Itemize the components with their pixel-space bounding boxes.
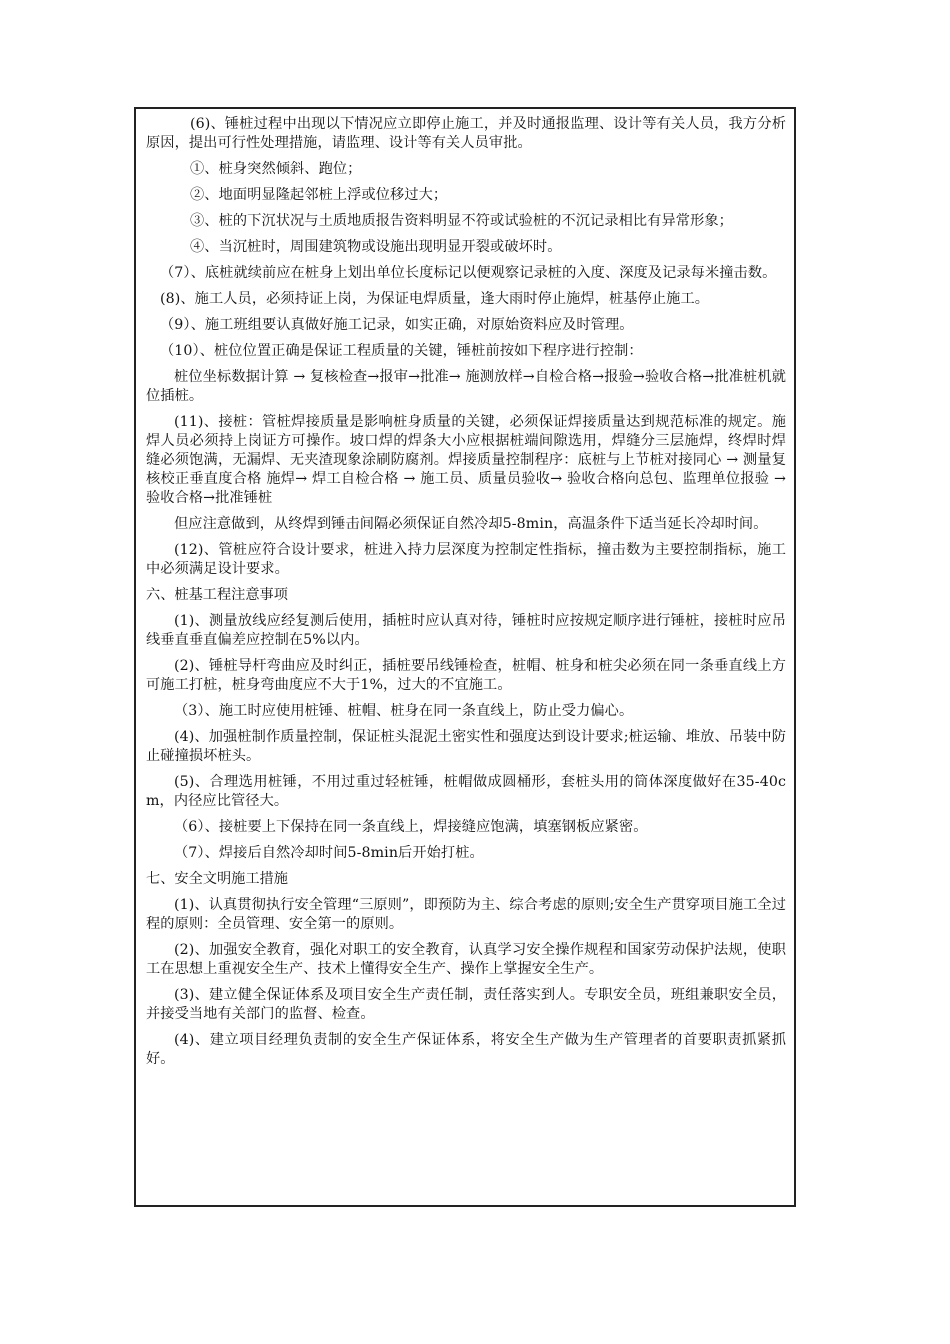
paragraph-10-position: （10）、桩位位置正确是保证工程质量的关键，锤桩前按如下程序进行控制： (160, 343, 643, 359)
paragraph-9-records: （9）、施工班组要认真做好施工记录，如实正确，对原始资料应及时管理。 (160, 317, 634, 333)
document-body (146, 115, 786, 1076)
note-2-guide: (2)、锤桩导杆弯曲应及时纠正，插桩要吊线锤检查，桩帽、桩身和桩尖必须在同一条垂直线上方可施工打桩，桩身弯曲度应不大于1%，过大的不宜施工。 (146, 658, 786, 693)
section-heading-7: 七、安全文明施工措施 (146, 871, 288, 887)
list-item-tilt: ①、桩身突然倾斜、跑位； (190, 161, 362, 177)
paragraph-cooling: 但应注意做到，从终焊到锤击间隔必须保证自然冷却5-8min，高温条件下适当延长冷却时间。 (174, 516, 768, 532)
note-3-alignment: （3）、施工时应使用桩锤、桩帽、桩身在同一条直线上，防止受力偏心。 (174, 703, 634, 719)
safety-4-manager: (4)、建立项目经理负责制的安全生产保证体系，将安全生产做为生产管理者的首要职责抓紧抓好。 (146, 1032, 786, 1067)
list-item-uplift: ②、地面明显隆起邻桩上浮或位移过大； (190, 187, 448, 203)
document-frame (134, 107, 796, 1207)
note-4-quality: (4)、加强桩制作质量控制，保证桩头混泥土密实性和强度达到设计要求;桩运输、堆放、吊装中防止碰撞损坏桩头。 (146, 729, 786, 764)
paragraph-8-personnel: (8)、施工人员，必须持证上岗，为保证电焊质量，逢大雨时停止施焊，桩基停止施工。 (160, 291, 710, 307)
safety-2-education: (2)、加强安全教育，强化对职工的安全教育，认真学习安全操作规程和国家劳动保护法规，使职工在思想上重视安全生产、技术上懂得安全生产、操作上掌握安全生产。 (146, 942, 786, 977)
section-heading-6: 六、桩基工程注意事项 (146, 587, 288, 603)
paragraph-6-stop-conditions: (6)、锤桩过程中出现以下情况应立即停止施工，并及时通报监理、设计等有关人员，我方分析原因，提出可行性处理措施，请监理、设计等有关人员审批。 (146, 116, 786, 151)
note-1-survey: (1)、测量放线应经复测后使用，插桩时应认真对待，锤桩时应按规定顺序进行锤桩，接桩时应吊线垂直垂直偏差应控制在5%以内。 (146, 613, 786, 648)
paragraph-11-welding: (11)、接桩：管桩焊接质量是影响桩身质量的关键，必须保证焊接质量达到规范标准的规定。施焊人员必须持上岗证方可操作。坡口焊的焊条大小应根据桩端间隙选用，焊缝分三层施焊，终焊时焊缝必须饱满，无漏焊、无夹渣现象涂刷防腐剂。焊接质量控制程序：底桩与上节桩对接同心 → 测量复核校正垂直度合格 施焊→ 焊工自检合格 → 施工员、质量员验收→ 验收合格向总包、监理单位报验 → 验收合格→批准锤桩 (146, 414, 786, 506)
safety-1-principles: (1)、认真贯彻执行安全管理“三原则”，即预防为主、综合考虑的原则;安全生产贯穿项目施工全过程的原则：全员管理、安全第一的原则。 (146, 897, 786, 932)
safety-3-system: (3)、建立健全保证体系及项目安全生产责任制，责任落实到人。专职安全员，班组兼职安全员，并接受当地有关部门的监督、检查。 (146, 987, 786, 1022)
note-5-hammer: (5)、合理选用桩锤，不用过重过轻桩锤，桩帽做成圆桶形，套桩头用的筒体深度做好在35-40cm，内径应比管径大。 (146, 774, 786, 809)
list-item-sinking: ③、桩的下沉状况与土质地质报告资料明显不符或试验桩的不沉记录相比有异常形象； (190, 213, 733, 229)
paragraph-7-marking: （7）、底桩就续前应在桩身上划出单位长度标记以便观察记录桩的入度、深度及记录每米撞击数。 (160, 265, 777, 281)
note-6-splice: （6）、接桩要上下保持在同一条直线上，焊接缝应饱满，填塞钢板应紧密。 (174, 819, 648, 835)
list-item-cracking: ④、当沉桩时，周围建筑物或设施出现明显开裂或破坏时。 (190, 239, 562, 255)
procedure-flow: 桩位坐标数据计算 → 复核检查→报审→批准→ 施测放样→自检合格→报验→验收合格→批准桩机就位插桩。 (146, 369, 786, 404)
paragraph-12-design: (12)、管桩应符合设计要求，桩进入持力层深度为控制定性指标，撞击数为主要控制指标，施工中必须满足设计要求。 (146, 542, 786, 577)
note-7-cooling: （7）、焊接后自然冷却时间5-8min后开始打桩。 (174, 845, 484, 861)
